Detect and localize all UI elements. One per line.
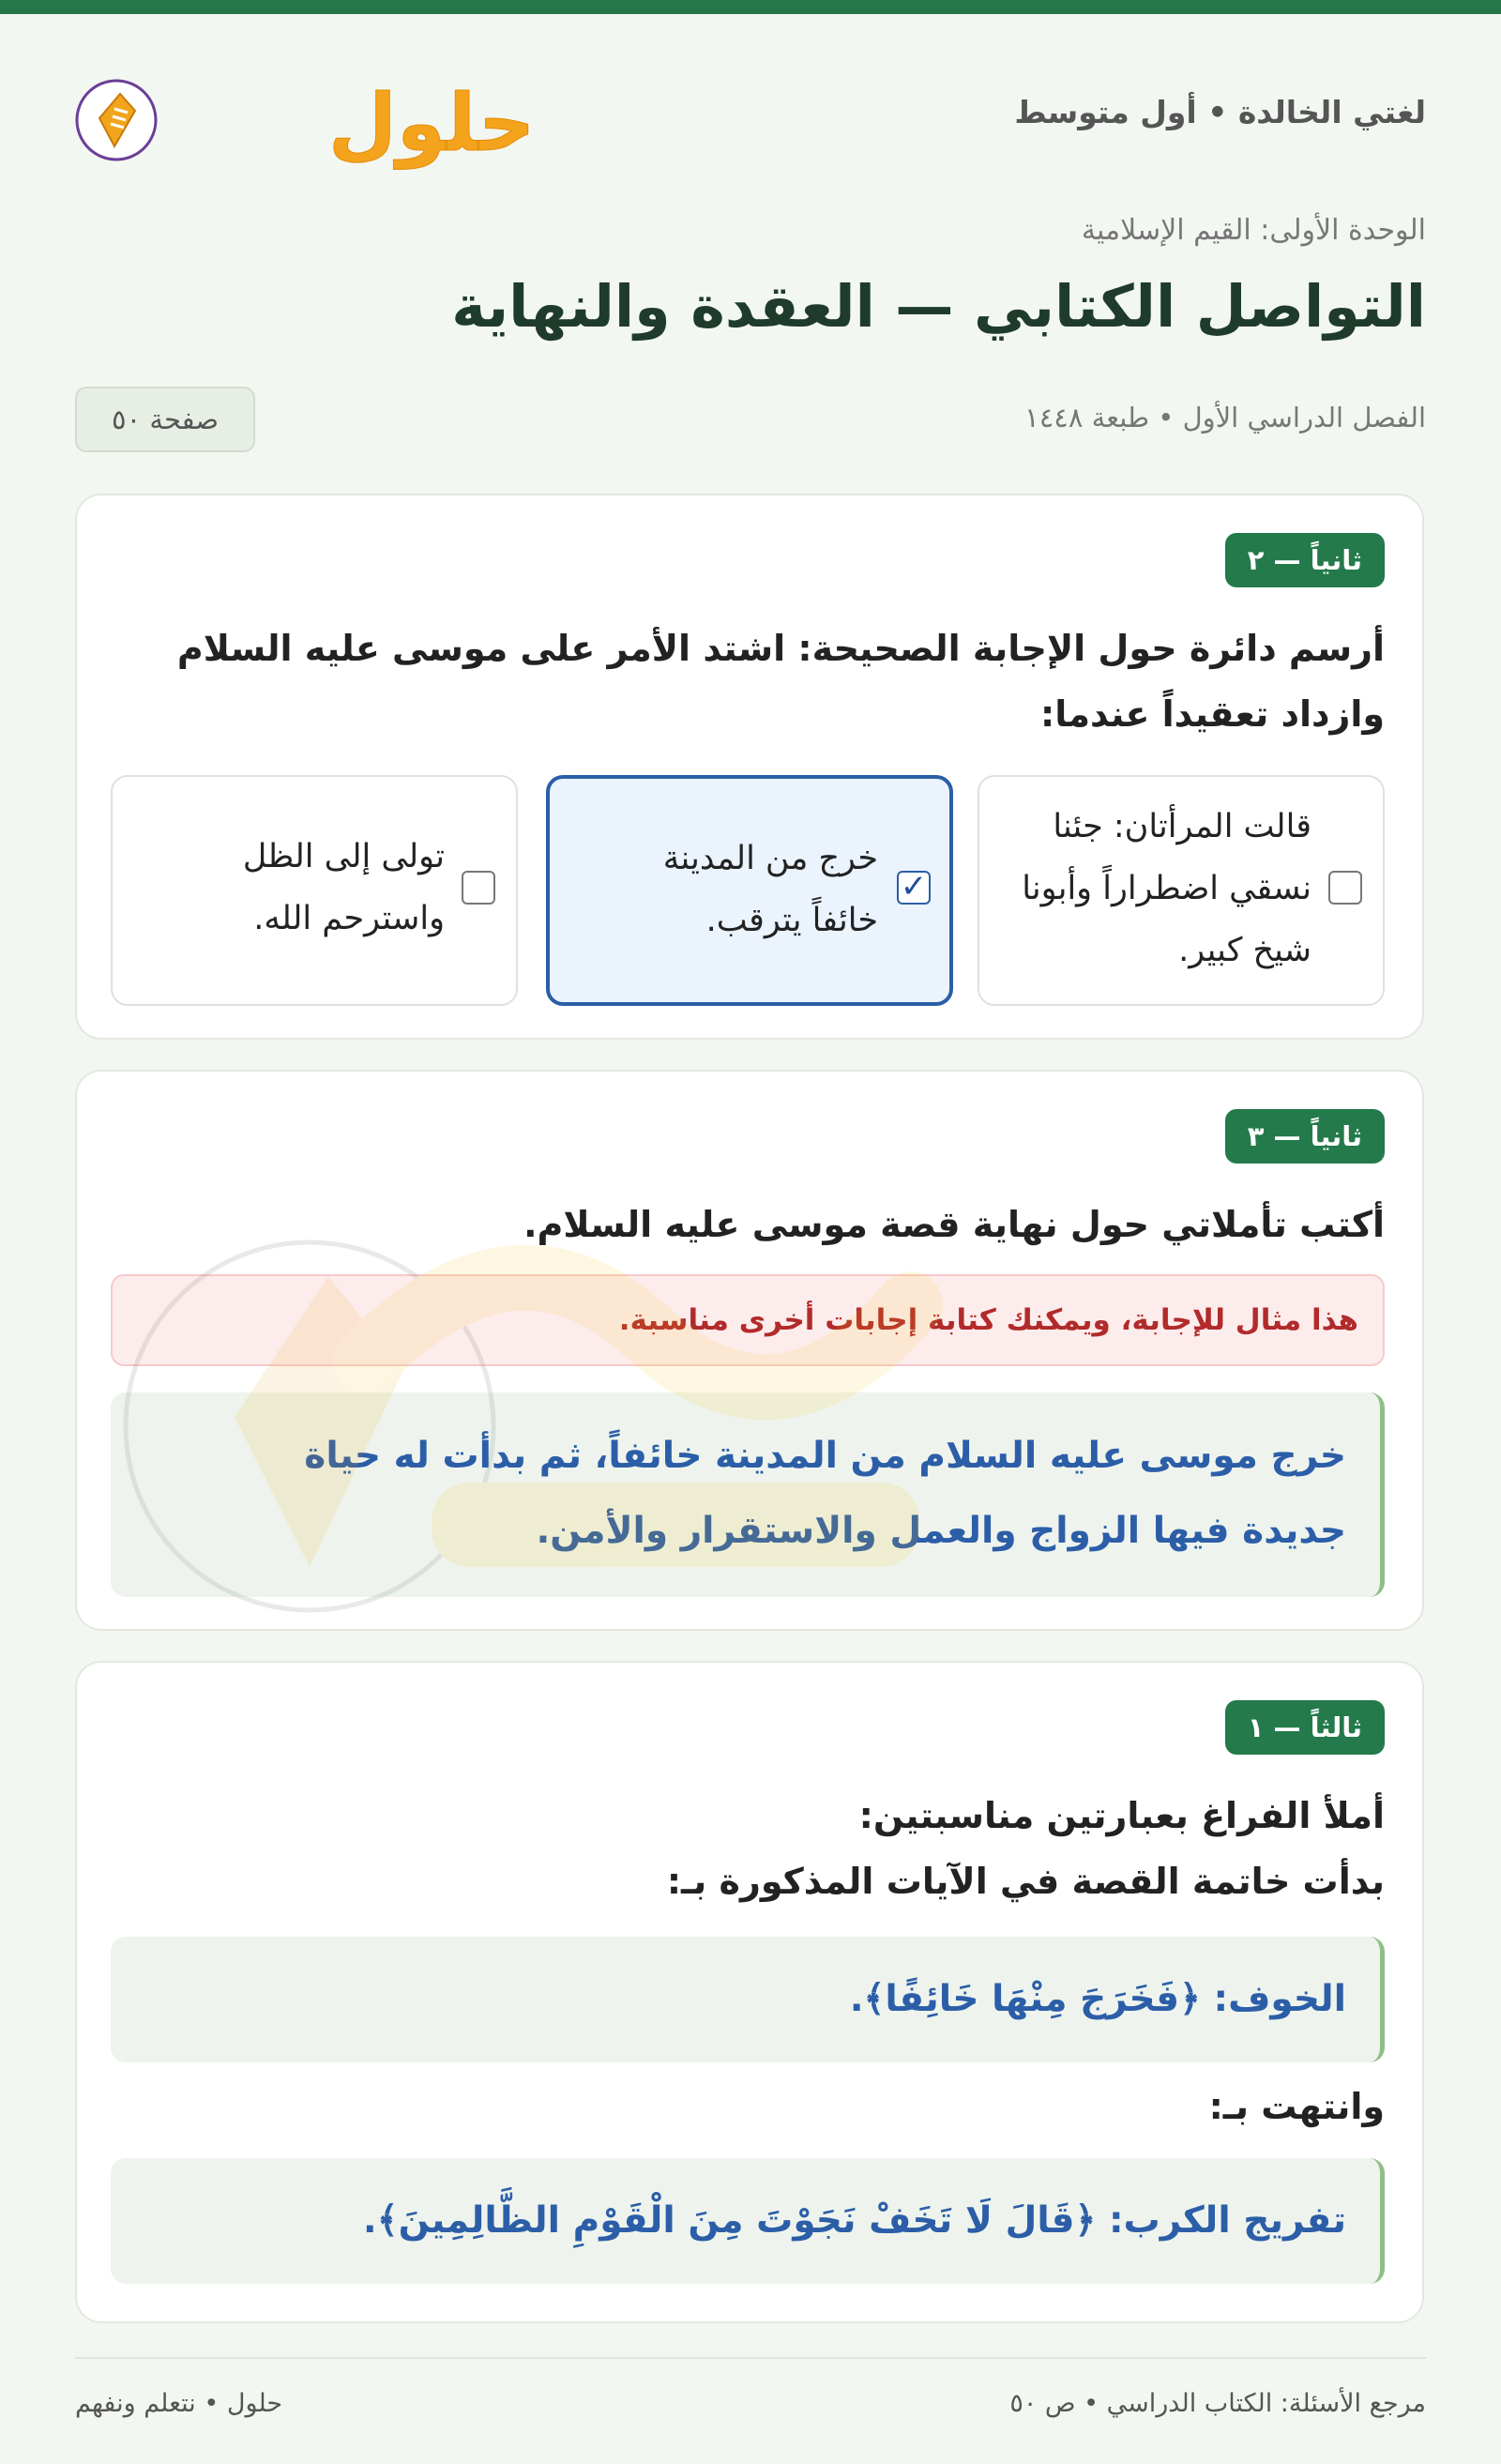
- answer-text-line1: خرج موسى عليه السلام من المدينة خائفاً، ثم بدأت له حياة: [304, 1435, 1346, 1477]
- question-text-line1: أملأ الفراغ بعبارتين مناسبتين:: [858, 1795, 1385, 1836]
- footer-reference: مرجع الأسئلة: الكتاب الدراسي • ص ٥٠: [1009, 2389, 1426, 2418]
- answer-option-1[interactable]: [978, 775, 1385, 1006]
- option-text-line1: تولى إلى الظل: [242, 838, 445, 875]
- answer-box-beginning: [111, 1937, 1385, 2062]
- answer-option-2-selected[interactable]: [546, 775, 953, 1006]
- page-title: التواصل الكتابي — العقدة والنهاية: [451, 272, 1426, 341]
- option-checkbox-checked[interactable]: ✓: [897, 871, 931, 905]
- logo-text: حلول: [328, 77, 536, 169]
- question-number-tag: ثانياً — ٢: [1225, 533, 1385, 587]
- question-text-line1: أرسم دائرة حول الإجابة الصحيحة: اشتد الأمر على موسى عليه السلام: [176, 628, 1385, 669]
- answer-option-3[interactable]: [111, 775, 518, 1006]
- page-header: [75, 56, 1426, 178]
- footer-divider: [75, 2357, 1426, 2359]
- question-number-tag: ثانياً — ٣: [1225, 1109, 1385, 1164]
- question-text-ending: وانتهت بـ:: [1208, 2086, 1385, 2127]
- unit-label: الوحدة الأولى: القيم الإسلامية: [1081, 214, 1426, 247]
- question-card-fill-blank: [75, 1661, 1424, 2323]
- option-checkbox[interactable]: [462, 871, 495, 905]
- option-text-line2: واسترحم الله.: [253, 900, 445, 937]
- subject-label: لغتي الخالدة • أول متوسط: [1014, 94, 1426, 130]
- option-text-line2: خائفاً يترقب.: [705, 902, 878, 939]
- sample-answer-note: هذا مثال للإجابة، ويمكنك كتابة إجابات أخرى مناسبة.: [111, 1274, 1385, 1366]
- option-text-line1: خرج من المدينة: [662, 840, 878, 877]
- answer-text: الخوف: ﴿فَخَرَجَ مِنْهَا خَائِفًا﴾.: [849, 1978, 1346, 2020]
- answer-box: [111, 1392, 1385, 1597]
- question-number-tag: ثالثاً — ١: [1225, 1700, 1385, 1755]
- site-logo[interactable]: [75, 56, 536, 178]
- answer-options: [111, 775, 1385, 1006]
- question-card-reflection: [75, 1070, 1424, 1631]
- question-card-multiple-choice: [75, 494, 1424, 1040]
- answer-text: تفريج الكرب: ﴿قَالَ لَا تَخَفْ نَجَوْتَ مِنَ الْقَوْمِ الظَّالِمِينَ﴾.: [362, 2199, 1346, 2242]
- top-accent-bar: [0, 0, 1501, 14]
- footer-brand[interactable]: حلول • نتعلم ونفهم: [75, 2389, 283, 2418]
- option-text-line2: نسقي اضطراراً وأبونا: [1022, 870, 1311, 907]
- term-edition-label: الفصل الدراسي الأول • طبعة ١٤٤٨: [1024, 402, 1426, 433]
- answer-box-ending: [111, 2158, 1385, 2284]
- option-checkbox[interactable]: [1328, 871, 1362, 905]
- page-number-badge: صفحة ٥٠: [75, 387, 255, 452]
- option-text-line1: قالت المرأتان: جئنا: [1053, 808, 1311, 845]
- option-text-line3: شيخ كبير.: [1178, 932, 1311, 969]
- question-text-line2: وازداد تعقيداً عندما:: [1040, 693, 1385, 735]
- answer-text-line2: جديدة فيها الزواج والعمل والاستقرار والأمن.: [536, 1510, 1346, 1552]
- question-text: أكتب تأملاتي حول نهاية قصة موسى عليه السلام.: [523, 1204, 1385, 1245]
- question-text-line2: بدأت خاتمة القصة في الآيات المذكورة بـ:: [666, 1861, 1385, 1902]
